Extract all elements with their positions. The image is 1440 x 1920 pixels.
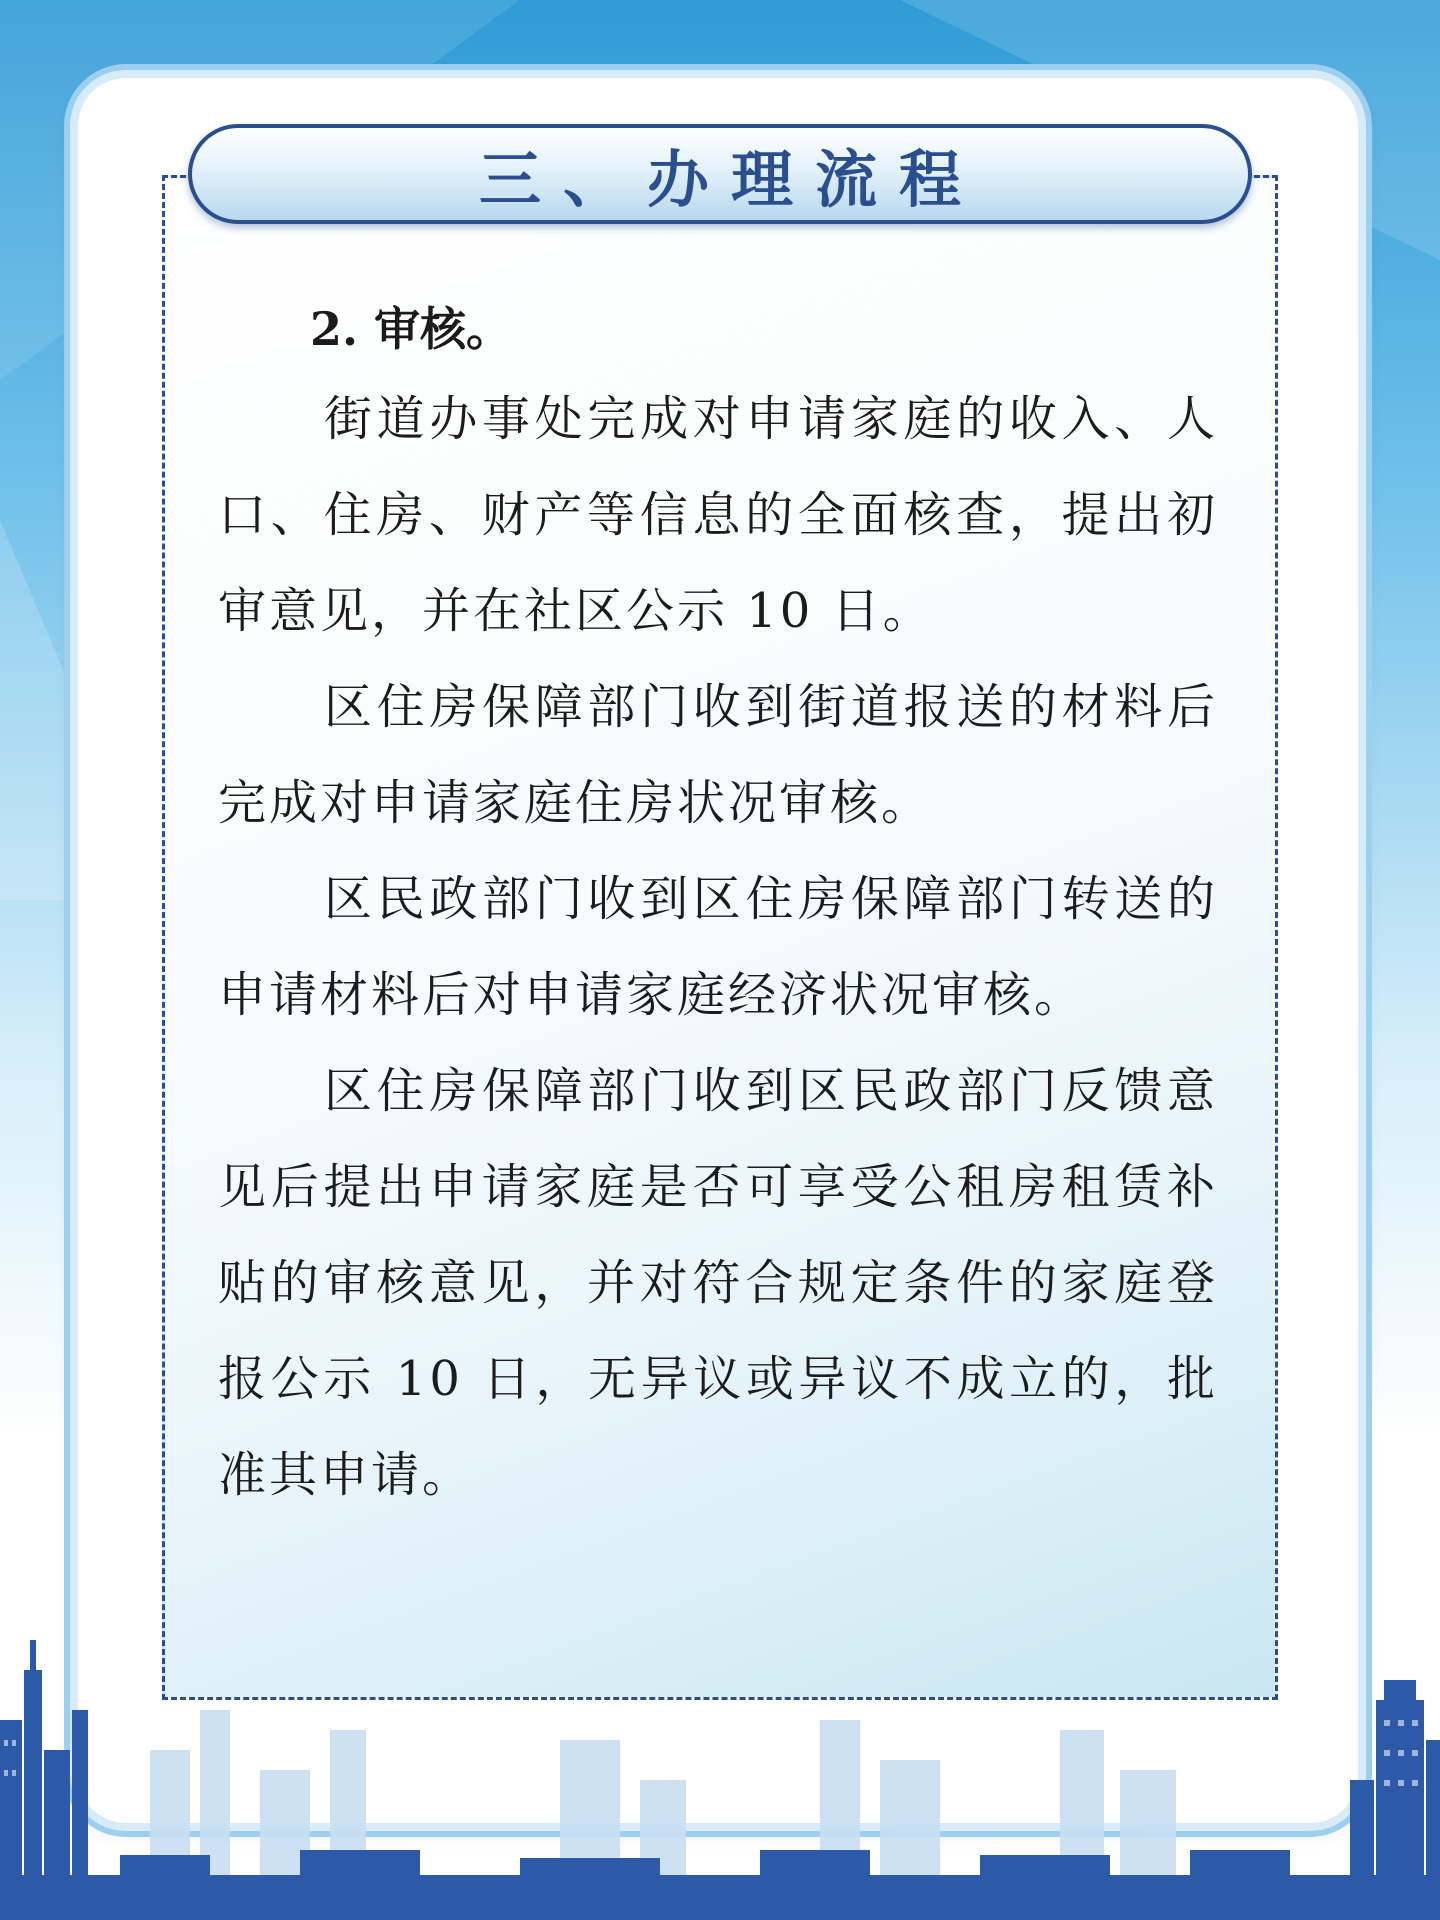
paragraph: 区住房保障部门收到街道报送的材料后完成对申请家庭住房状况审核。 xyxy=(218,679,1218,831)
paragraph: 区民政部门收到区住房保障部门转送的申请材料后对申请家庭经济状况审核。 xyxy=(218,871,1218,1023)
paragraph: 区住房保障部门收到区民政部门反馈意见后提出申请家庭是否可享受公租房租赁补贴的审核意见，并对符合规定条件的家庭登报公示 10 日，无异议或异议不成立的，批准其申请。 xyxy=(218,1063,1218,1503)
section-content xyxy=(218,275,1218,1523)
section-heading: 2. 审核。 xyxy=(310,302,513,356)
title-banner xyxy=(188,124,1252,224)
page-title: 三、办理流程 xyxy=(478,142,983,216)
paragraph: 街道办事处完成对申请家庭的收入、人口、住房、财产等信息的全面核查，提出初审意见，并在社区公示 10 日。 xyxy=(218,391,1218,639)
